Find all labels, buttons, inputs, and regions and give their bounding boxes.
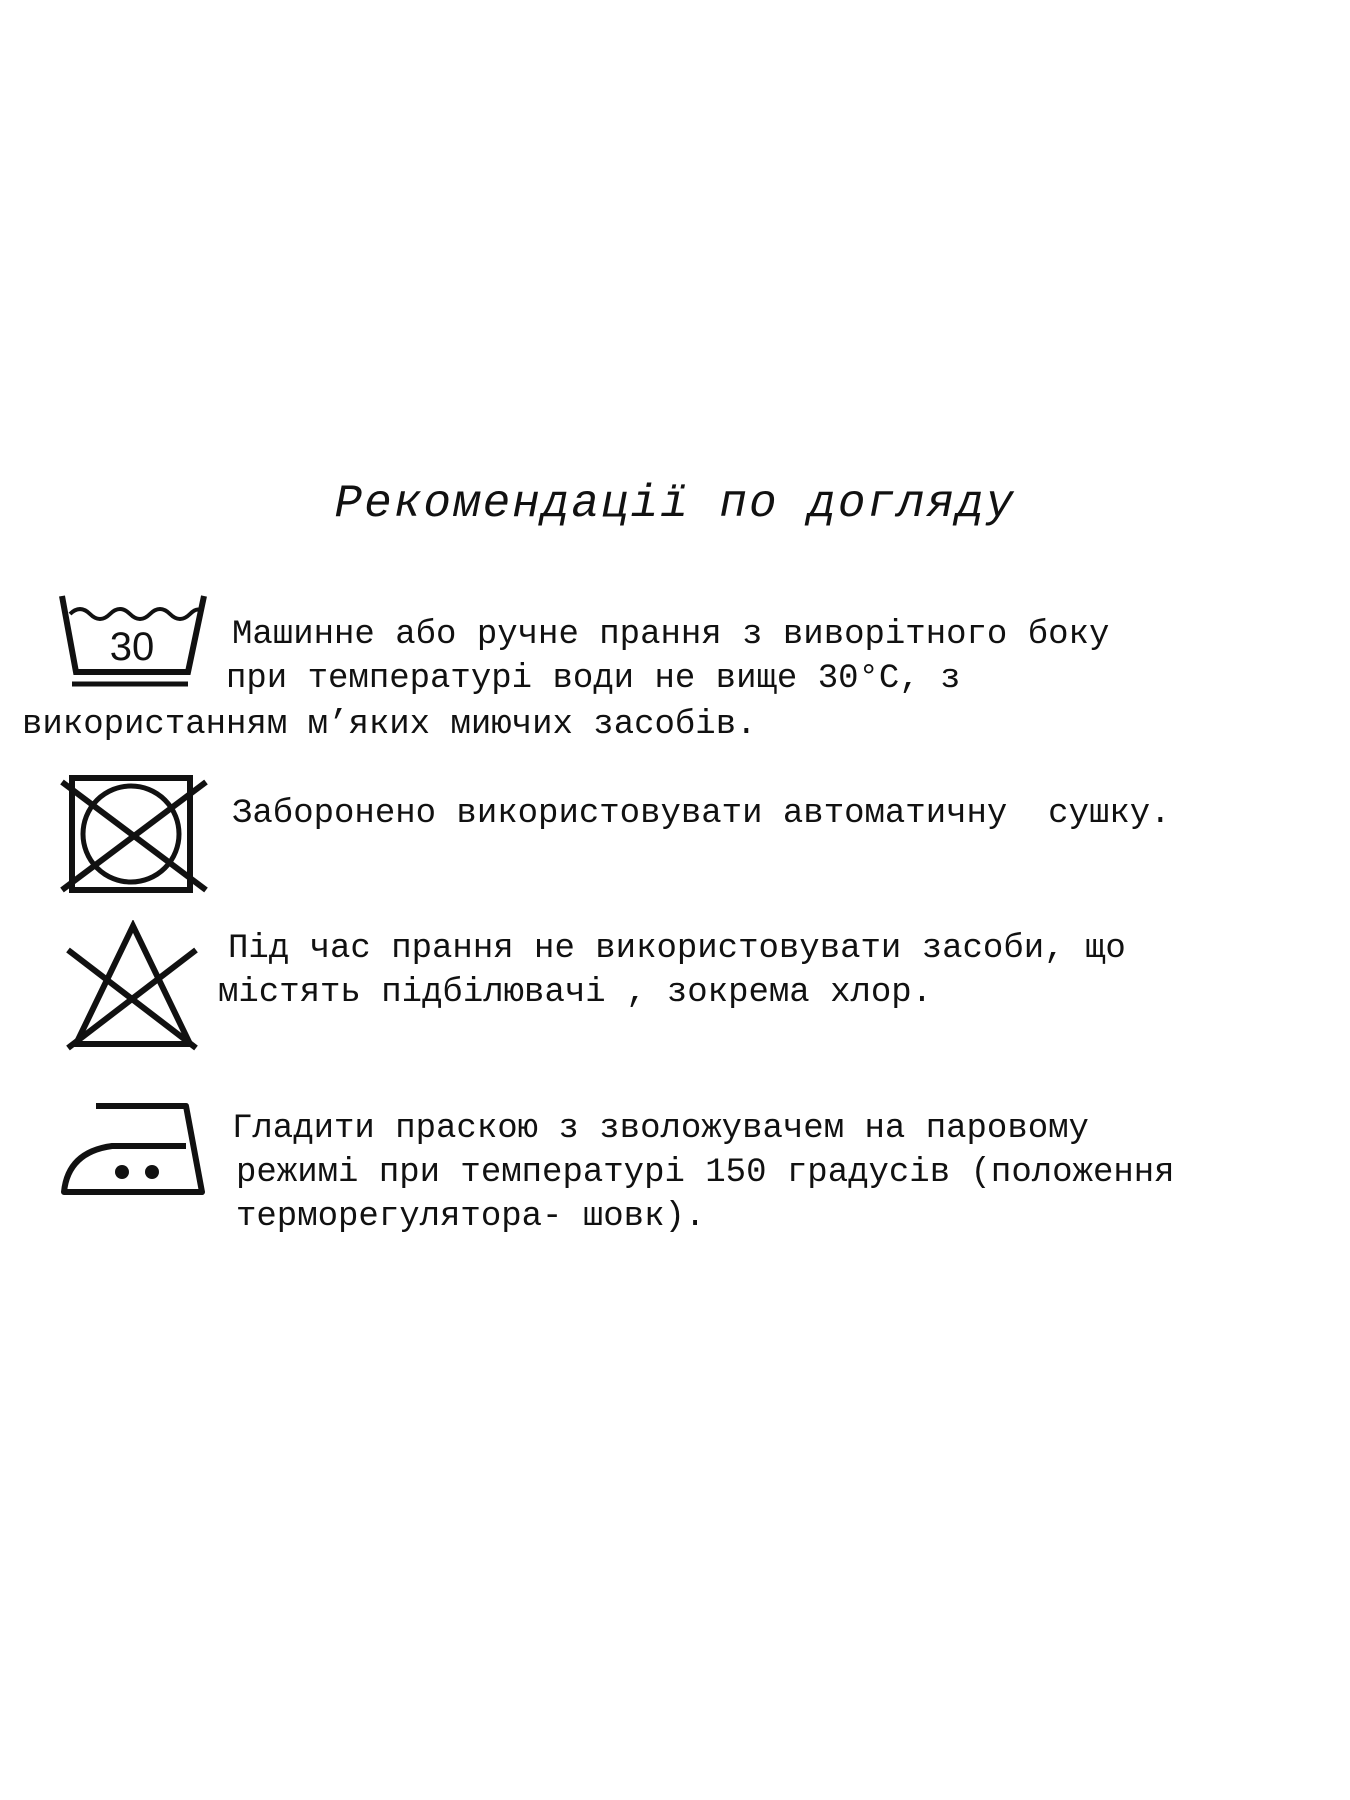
- instruction-wash-line-3: використанням м’яких миючих засобів.: [22, 706, 757, 744]
- instruction-dry-line-1: Заборонено використовувати автоматичну сушку.: [232, 795, 1171, 833]
- instruction-iron-line-2: режимі при температурі 150 градусів (положення: [236, 1154, 1175, 1192]
- instruction-wash-line-2: при температурі води не вище 30°С, з: [226, 660, 961, 698]
- wash-30-icon: [58, 592, 208, 692]
- instruction-iron-line-3: терморегулятора- шовк).: [236, 1198, 706, 1236]
- no-tumble-dry-icon: [58, 774, 210, 896]
- instruction-wash-line-1: Машинне або ручне прання з виворітного боку: [232, 616, 1110, 654]
- instruction-bleach-line-2: містять підбілювачі , зокрема хлор.: [218, 974, 933, 1012]
- no-bleach-icon: [66, 920, 200, 1054]
- instruction-iron-line-1: Гладити праскою з зволожувачем на паровому: [232, 1110, 1089, 1148]
- instruction-bleach-line-1: Під час прання не використовувати засоби, що: [228, 930, 1126, 968]
- page-title: Рекомендації по догляду: [334, 478, 1016, 530]
- iron-two-dots-icon: [60, 1100, 210, 1200]
- wash-temperature-label: 30: [109, 625, 155, 669]
